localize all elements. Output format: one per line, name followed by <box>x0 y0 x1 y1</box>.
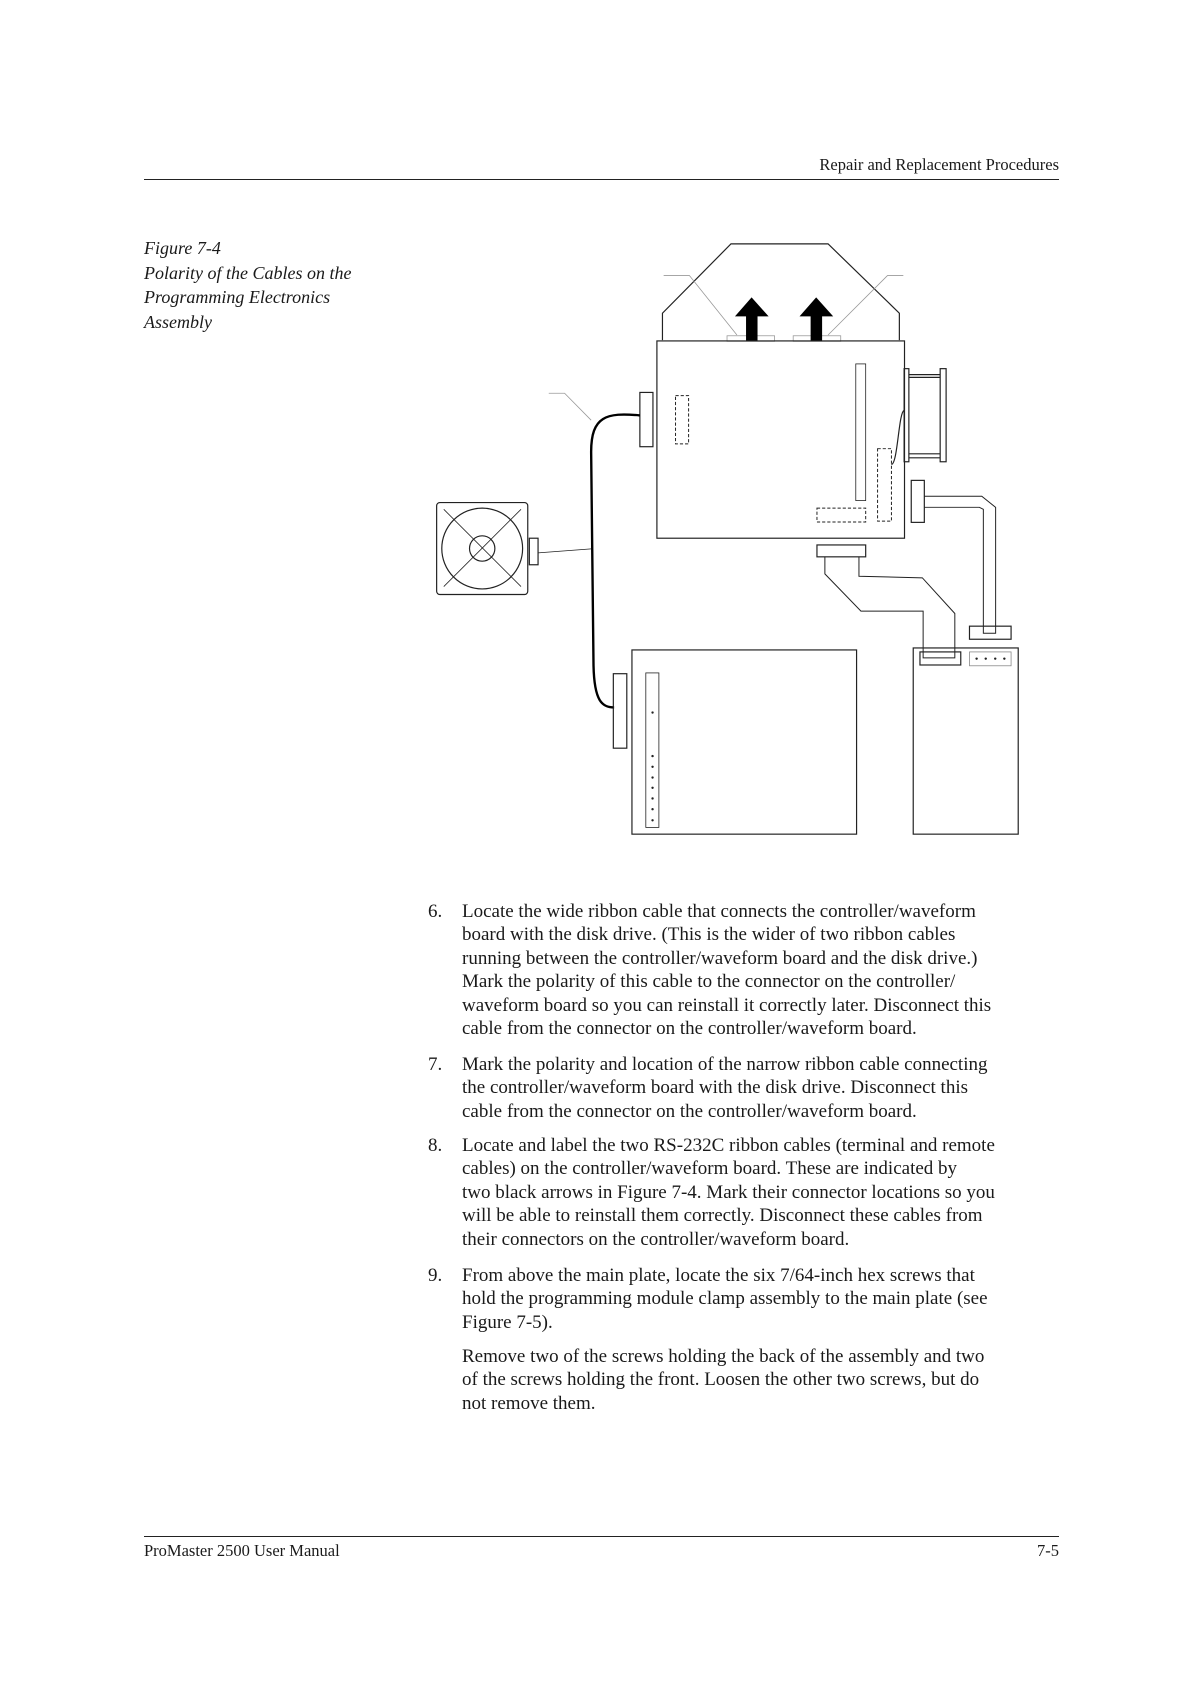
power-supply-board <box>613 650 856 834</box>
figure-title-line: Assembly <box>144 311 212 332</box>
footer-manual-title: ProMaster 2500 User Manual <box>144 1541 340 1560</box>
figure-caption <box>144 236 351 334</box>
note-text: Remove two of the screws holding the back of the assembly and two <box>462 1346 985 1367</box>
footer-rule <box>144 1536 1059 1537</box>
header-rule <box>144 179 1059 180</box>
step-number: 9. <box>428 1265 443 1286</box>
leader-lines <box>549 276 904 421</box>
programming-module-housing <box>662 244 899 340</box>
step-text: hold the programming module clamp assembly to the main plate (see <box>462 1288 988 1310</box>
controller-waveform-board <box>640 341 924 557</box>
cable-polarity-diagram <box>420 230 1040 850</box>
step-number: 6. <box>428 901 443 922</box>
step-text: their connectors on the controller/waveform board. <box>462 1228 850 1250</box>
wide-ribbon-cable <box>825 557 955 658</box>
figure-number: Figure 7-4 <box>144 238 221 258</box>
narrow-ribbon-cable <box>924 496 995 633</box>
figure-title-line: Polarity of the Cables on the <box>144 262 352 283</box>
step-text: cable from the connector on the controller/waveform board. <box>462 1100 917 1122</box>
step-text: running between the controller/waveform board and the disk drive.) <box>462 947 978 969</box>
figure-title-line: Programming Electronics <box>144 287 331 307</box>
step-text: From above the main plate, locate the six 7/64-inch hex screws that <box>462 1265 975 1286</box>
step-text: Locate the wide ribbon cable that connects the controller/waveform <box>462 901 976 922</box>
step-text: Figure 7-5). <box>462 1311 553 1333</box>
step-number: 7. <box>428 1054 443 1075</box>
note-text: of the screws holding the front. Loosen the other two screws, but do <box>462 1369 980 1391</box>
running-header: Repair and Replacement Procedures <box>819 155 1059 174</box>
step-text: two black arrows in Figure 7-4. Mark their connector locations so you <box>462 1181 995 1203</box>
arrow-up-icon <box>735 297 769 341</box>
step-text: the controller/waveform board with the disk drive. Disconnect this <box>462 1077 969 1099</box>
step-text: Mark the polarity and location of the narrow ribbon cable connecting <box>462 1054 988 1075</box>
note-text: not remove them. <box>462 1392 596 1414</box>
step-text: cable from the connector on the controller/waveform board. <box>462 1018 917 1040</box>
step-text: Mark the polarity of this cable to the connector on the controller/ <box>462 971 956 993</box>
fan <box>437 503 592 595</box>
step-number: 8. <box>428 1135 443 1156</box>
page-number: 7-5 <box>1037 1541 1059 1560</box>
side-connector <box>891 369 946 465</box>
power-cable <box>591 415 640 708</box>
step-text: cables) on the controller/waveform board. These are indicated by <box>462 1158 958 1180</box>
step-text: waveform board so you can reinstall it correctly later. Disconnect this <box>462 994 992 1016</box>
step-text: Locate and label the two RS-232C ribbon cables (terminal and remote <box>462 1135 995 1156</box>
step-text: will be able to reinstall them correctly. Disconnect these cables from <box>462 1205 983 1227</box>
step-text: board with the disk drive. (This is the wider of two ribbon cables <box>462 924 956 946</box>
